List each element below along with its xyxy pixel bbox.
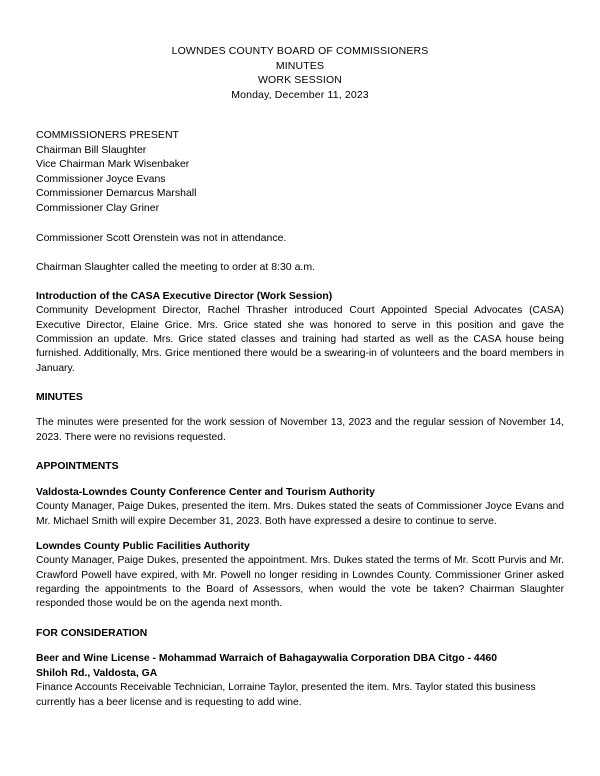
absent-note: Commissioner Scott Orenstein was not in attendance. (36, 231, 287, 244)
section-heading: Introduction of the CASA Executive Director (Work Session) (36, 290, 333, 302)
header-line-type: MINUTES (275, 59, 325, 72)
appointments-title: APPOINTMENTS (36, 461, 119, 473)
section-body: Community Development Director, Rachel Thrasher introduced Court Appointed Special Advocates (CASA) Executive Director, Elaine Grice. Mrs. Grice stated she was honored to serve in this position and gave the Commission an update. Mrs. Grice stated classes and training had started as well as the CASA house being furnished. Additionally, Mrs. Grice mentioned there would be a swearing-in of volunteers and the board members in January. (36, 305, 564, 374)
appointment-item (36, 540, 564, 612)
document-header (36, 44, 564, 102)
spacer (36, 475, 564, 486)
spacer (36, 405, 564, 416)
spacer (36, 216, 564, 231)
consideration-body: Finance Accounts Receivable Technician, Lorraine Taylor, presented the item. Mrs. Taylor stated this business currently has a beer license and is requesting to add wine. (36, 682, 536, 708)
commissioner-name: Chairman Bill Slaughter (36, 143, 147, 156)
spacer (36, 102, 564, 128)
section-appointments (36, 460, 564, 612)
appointment-heading: Lowndes County Public Facilities Authority (36, 540, 250, 552)
spacer (36, 245, 564, 260)
spacer (36, 376, 564, 391)
consideration-item (36, 652, 564, 710)
appointment-heading: Valdosta-Lowndes County Conference Center and Tourism Authority (36, 486, 375, 498)
spacer (36, 529, 564, 540)
commissioner-name: Commissioner Demarcus Marshall (36, 187, 197, 200)
spacer (36, 612, 564, 627)
commissioners-present-block (36, 128, 564, 216)
commissioners-present-title: COMMISSIONERS PRESENT (36, 129, 179, 141)
call-to-order: Chairman Slaughter called the meeting to order at 8:30 a.m. (36, 261, 315, 274)
commissioner-name: Commissioner Clay Griner (36, 201, 160, 214)
spacer (36, 641, 564, 652)
minutes-body: The minutes were presented for the work session of November 13, 2023 and the regular session of November 14, 2023. There were no revisions requested. (36, 417, 564, 443)
section-casa-introduction (36, 290, 564, 376)
header-line-organization: LOWNDES COUNTY BOARD OF COMMISSIONERS (171, 45, 429, 57)
commissioner-name: Commissioner Joyce Evans (36, 172, 166, 185)
minutes-title: MINUTES (36, 391, 83, 403)
spacer (36, 275, 564, 290)
consideration-heading-line-2: Shiloh Rd., Valdosta, GA (36, 667, 158, 679)
commissioner-name: Vice Chairman Mark Wisenbaker (36, 158, 190, 171)
spacer (36, 445, 564, 460)
appointment-item (36, 486, 564, 529)
appointment-body: County Manager, Paige Dukes, presented the item. Mrs. Dukes stated the seats of Commissioner Joyce Evans and Mr. Michael Smith will expire December 31, 2023. Both have expressed a desire to continue to serve. (36, 501, 564, 527)
header-line-session: WORK SESSION (257, 74, 343, 86)
appointment-body: County Manager, Paige Dukes, presented the appointment. Mrs. Dukes stated the terms of Mr. Scott Purvis and Mr. Crawford Powell have expired, with Mr. Powell no longer residing in Lowndes County. Commissioner Griner asked regarding the appointments to the Board of Assessors, when would the vote be taken? Chairman Slaughter responded those would be on the agenda next month. (36, 555, 564, 610)
section-minutes (36, 391, 564, 445)
section-for-consideration (36, 627, 564, 710)
consideration-heading-line-1: Beer and Wine License - Mohammad Warraich of Bahagaywalia Corporation DBA Citgo - 4460 (36, 653, 498, 665)
for-consideration-title: FOR CONSIDERATION (36, 627, 148, 639)
header-line-date: Monday, December 11, 2023 (231, 88, 369, 101)
